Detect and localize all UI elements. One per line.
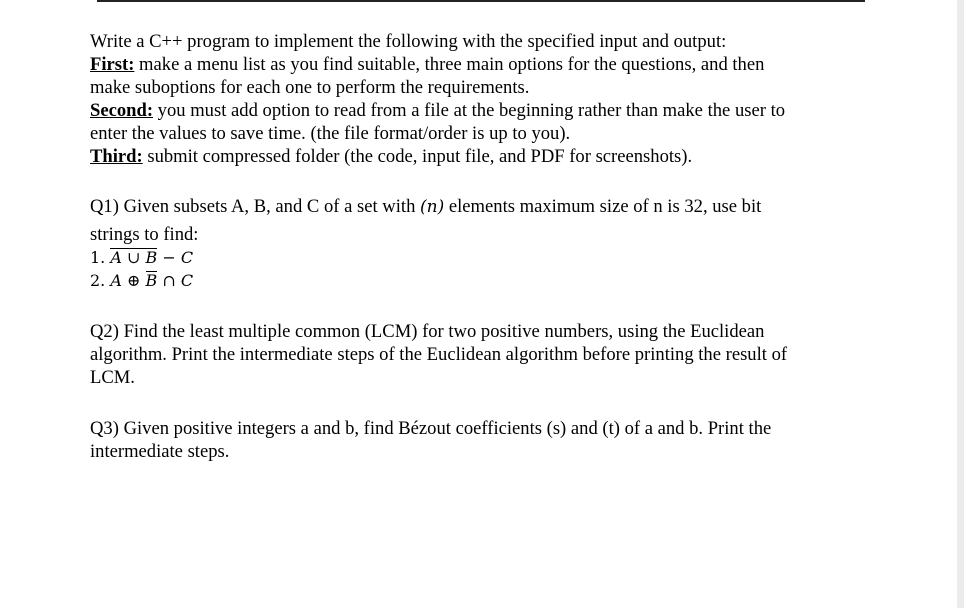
q3-line1: Q3) Given positive integers a and b, find Bézout coefficients (s) and (t) of a and b. Print the [90,418,772,439]
n-math: (n) [420,197,445,217]
q1-item1: 1. A ∪ B − C [90,248,194,267]
first-label: First: [90,54,135,75]
third-instruction [90,145,850,168]
document-body [90,30,850,463]
q2-line2: algorithm. Print the intermediate steps of the Euclidean algorithm before printing the result of [90,344,788,365]
second-text: you must add option to read from a file at the beginning rather than make the user to [153,100,786,121]
third-text: submit compressed folder (the code, input file, and PDF for screenshots). [142,146,693,167]
second-instruction-cont: enter the values to save time. (the file format/order is up to you). [90,123,571,144]
q2-line3: LCM. [90,367,135,388]
overline-b: B [145,271,158,290]
intro-line: Write a C++ program to implement the following with the specified input and output: [90,31,727,52]
page-edge [957,0,964,608]
first-instruction [90,53,850,76]
top-border-line [97,0,865,2]
q1-line2: strings to find: [90,224,199,245]
first-instruction-cont: make suboptions for each one to perform the requirements. [90,77,530,98]
overline-a-union-b: A ∪ B [110,248,158,267]
second-label: Second: [90,100,154,121]
q3-line2: intermediate steps. [90,441,230,462]
first-text: make a menu list as you find suitable, three main options for the questions, and then [134,54,765,75]
second-instruction [90,99,850,122]
q1-item2: 2. A ⊕ B ∩ C [90,271,194,290]
third-label: Third: [90,146,143,167]
q2-line1: Q2) Find the least multiple common (LCM) for two positive numbers, using the Euclidean [90,321,765,342]
q1-line1: Q1) Given subsets A, B, and C of a set with (n) elements maximum size of n is 32, use bit [90,196,762,217]
